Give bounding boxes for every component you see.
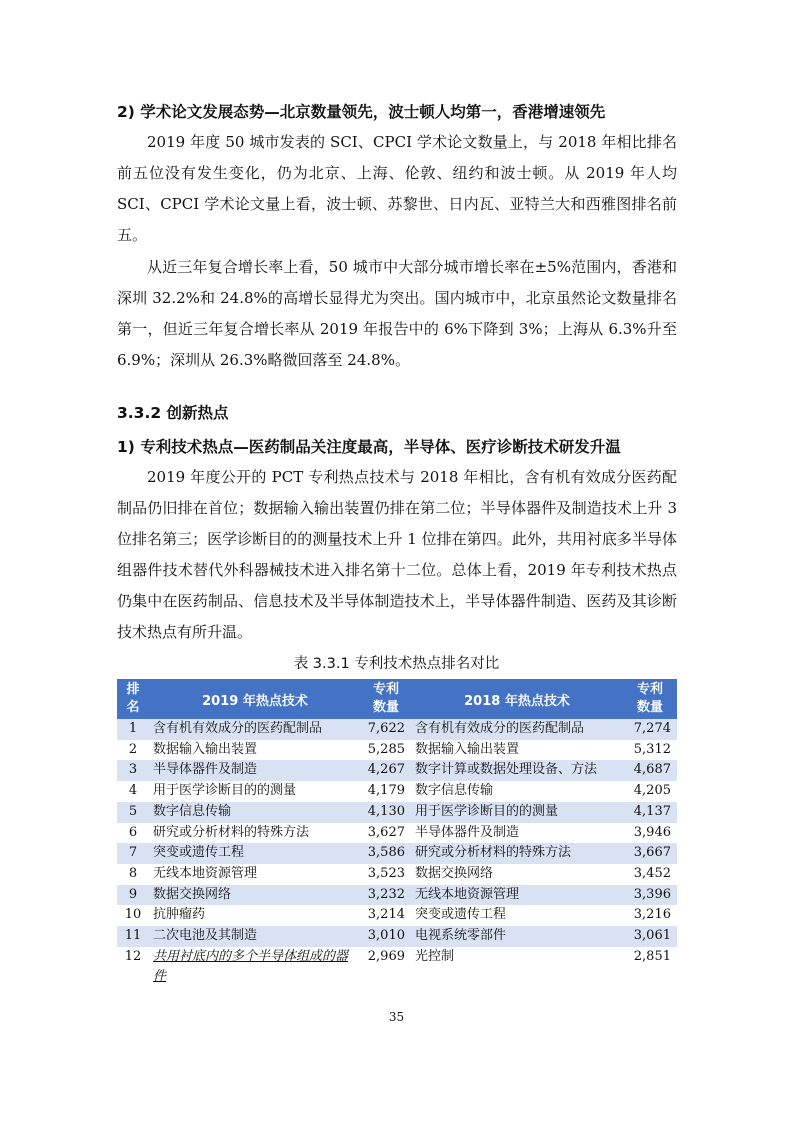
- table-caption: 表 3.3.1 专利技术热点排名对比: [293, 656, 500, 672]
- patent-hotspot-table: [117, 679, 677, 987]
- rank-cell: 7: [117, 843, 149, 864]
- header-count-2019: 专利数量: [361, 679, 411, 719]
- rank-cell: 3: [117, 760, 149, 781]
- count-2018-cell: 4,687: [623, 760, 677, 781]
- rank-cell: 10: [117, 905, 149, 926]
- count-2019-cell: 7,622: [361, 719, 411, 740]
- rank-cell: 1: [117, 719, 149, 740]
- section-3-3-2-heading: 3.3.2 创新热点: [117, 404, 229, 422]
- count-2019-cell: 3,523: [361, 864, 411, 885]
- tech-2018-cell: 用于医学诊断目的的测量: [411, 802, 623, 823]
- rank-cell: 4: [117, 781, 149, 802]
- count-2018-cell: 3,061: [623, 926, 677, 947]
- table-row: [117, 926, 677, 947]
- count-2018-cell: 7,274: [623, 719, 677, 740]
- count-2018-cell: 4,205: [623, 781, 677, 802]
- table-row: [117, 781, 677, 802]
- count-2018-cell: 5,312: [623, 740, 677, 761]
- tech-2018-cell: 半导体器件及制造: [411, 823, 623, 844]
- table-row: [117, 947, 677, 987]
- count-2018-cell: 3,396: [623, 885, 677, 906]
- rank-cell: 11: [117, 926, 149, 947]
- count-2019-cell: 5,285: [361, 740, 411, 761]
- tech-2018-cell: 数据输入输出装置: [411, 740, 623, 761]
- count-2019-cell: 4,267: [361, 760, 411, 781]
- count-2018-cell: 3,667: [623, 843, 677, 864]
- rank-cell: 2: [117, 740, 149, 761]
- tech-2019-cell: 无线本地资源管理: [149, 864, 361, 885]
- rank-cell: 9: [117, 885, 149, 906]
- rank-cell: 6: [117, 823, 149, 844]
- count-2019-cell: 3,214: [361, 905, 411, 926]
- tech-2018-cell: 光控制: [411, 947, 623, 987]
- paragraph-3: 2019 年度公开的 PCT 专利热点技术与 2018 年相比，含有机有效成分医药配制品仍旧排在首位；数据输入输出装置仍排在第二位；半导体器件及制造技术上升 3 位排名第三；医学诊断目的的测量技术上升 1 位排在第四。此外，共用衬底多半导体组器件技术替代外科器械技术进入排名第十二位。总体上看，2019 年专利技术热点仍集中在医药制品、信息技术及半导体制造技术上，半导体器件制造、医药及其诊断技术热点有所升温。: [117, 468, 677, 641]
- table-row: [117, 760, 677, 781]
- table-body: [117, 719, 677, 987]
- tech-2019-cell: 半导体器件及制造: [149, 760, 361, 781]
- rank-cell: 5: [117, 802, 149, 823]
- header-tech-2018: 2018 年热点技术: [411, 679, 623, 719]
- section-2-heading: 2) 学术论文发展态势—北京数量领先，波士顿人均第一，香港增速领先: [117, 103, 606, 121]
- paragraph-1: 2019 年度 50 城市发表的 SCI、CPCI 学术论文数量上，与 2018 年相比排名前五位没有发生变化，仍为北京、上海、伦敦、纽约和波士顿。从 2019 年人均 SCI、CPCI 学术论文量上看，波士顿、苏黎世、日内瓦、亚特兰大和西雅图排名前五。: [117, 133, 677, 244]
- rank-cell: 12: [117, 947, 149, 987]
- tech-2018-cell: 含有机有效成分的医药配制品: [411, 719, 623, 740]
- tech-2018-cell: 无线本地资源管理: [411, 885, 623, 906]
- paragraph-2: 从近三年复合增长率上看，50 城市中大部分城市增长率在±5%范围内，香港和深圳 32.2%和 24.8%的高增长显得尤为突出。国内城市中，北京虽然论文数量排名第一，但近三年复合增长率从 2019 年报告中的 6%下降到 3%；上海从 6.3%升至 6.9%；深圳从 26.3%略微回落至 24.8%。: [117, 258, 677, 369]
- count-2019-cell: 2,969: [361, 947, 411, 987]
- count-2019-cell: 3,586: [361, 843, 411, 864]
- tech-2019-cell: 用于医学诊断目的的测量: [149, 781, 361, 802]
- table-row: [117, 905, 677, 926]
- table-row: [117, 719, 677, 740]
- count-2019-cell: 4,179: [361, 781, 411, 802]
- tech-2019-cell: 数据输入输出装置: [149, 740, 361, 761]
- section-1-heading: 1) 专利技术热点—医药制品关注度最高，半导体、医疗诊断技术研发升温: [117, 438, 621, 456]
- page-number: 35: [388, 1010, 405, 1024]
- count-2019-cell: 4,130: [361, 802, 411, 823]
- tech-2018-cell: 研究或分析材料的特殊方法: [411, 843, 623, 864]
- count-2018-cell: 2,851: [623, 947, 677, 987]
- tech-2019-cell: 含有机有效成分的医药配制品: [149, 719, 361, 740]
- tech-2019-cell: 研究或分析材料的特殊方法: [149, 823, 361, 844]
- count-2018-cell: 3,216: [623, 905, 677, 926]
- tech-2018-cell: 数据交换网络: [411, 864, 623, 885]
- tech-2018-cell: 数字信息传输: [411, 781, 623, 802]
- tech-2019-cell: 抗肿瘤药: [149, 905, 361, 926]
- tech-2018-cell: 数字计算或数据处理设备、方法: [411, 760, 623, 781]
- count-2018-cell: 3,946: [623, 823, 677, 844]
- table-row: [117, 885, 677, 906]
- table-row: [117, 802, 677, 823]
- tech-2019-cell: 二次电池及其制造: [149, 926, 361, 947]
- header-rank: 排名: [117, 679, 149, 719]
- header-count-2018: 专利数量: [623, 679, 677, 719]
- table-row: [117, 864, 677, 885]
- table-header-row: [117, 679, 677, 719]
- tech-2018-cell: 电视系统零部件: [411, 926, 623, 947]
- table-row: [117, 843, 677, 864]
- table-row: [117, 823, 677, 844]
- count-2019-cell: 3,010: [361, 926, 411, 947]
- tech-2019-cell: 共用衬底内的多个半导体组成的器件: [149, 947, 361, 987]
- rank-cell: 8: [117, 864, 149, 885]
- table-row: [117, 740, 677, 761]
- header-tech-2019: 2019 年热点技术: [149, 679, 361, 719]
- count-2018-cell: 3,452: [623, 864, 677, 885]
- tech-2019-cell: 突变或遗传工程: [149, 843, 361, 864]
- count-2018-cell: 4,137: [623, 802, 677, 823]
- tech-2018-cell: 突变或遗传工程: [411, 905, 623, 926]
- tech-2019-cell: 数据交换网络: [149, 885, 361, 906]
- count-2019-cell: 3,232: [361, 885, 411, 906]
- count-2019-cell: 3,627: [361, 823, 411, 844]
- tech-2019-cell: 数字信息传输: [149, 802, 361, 823]
